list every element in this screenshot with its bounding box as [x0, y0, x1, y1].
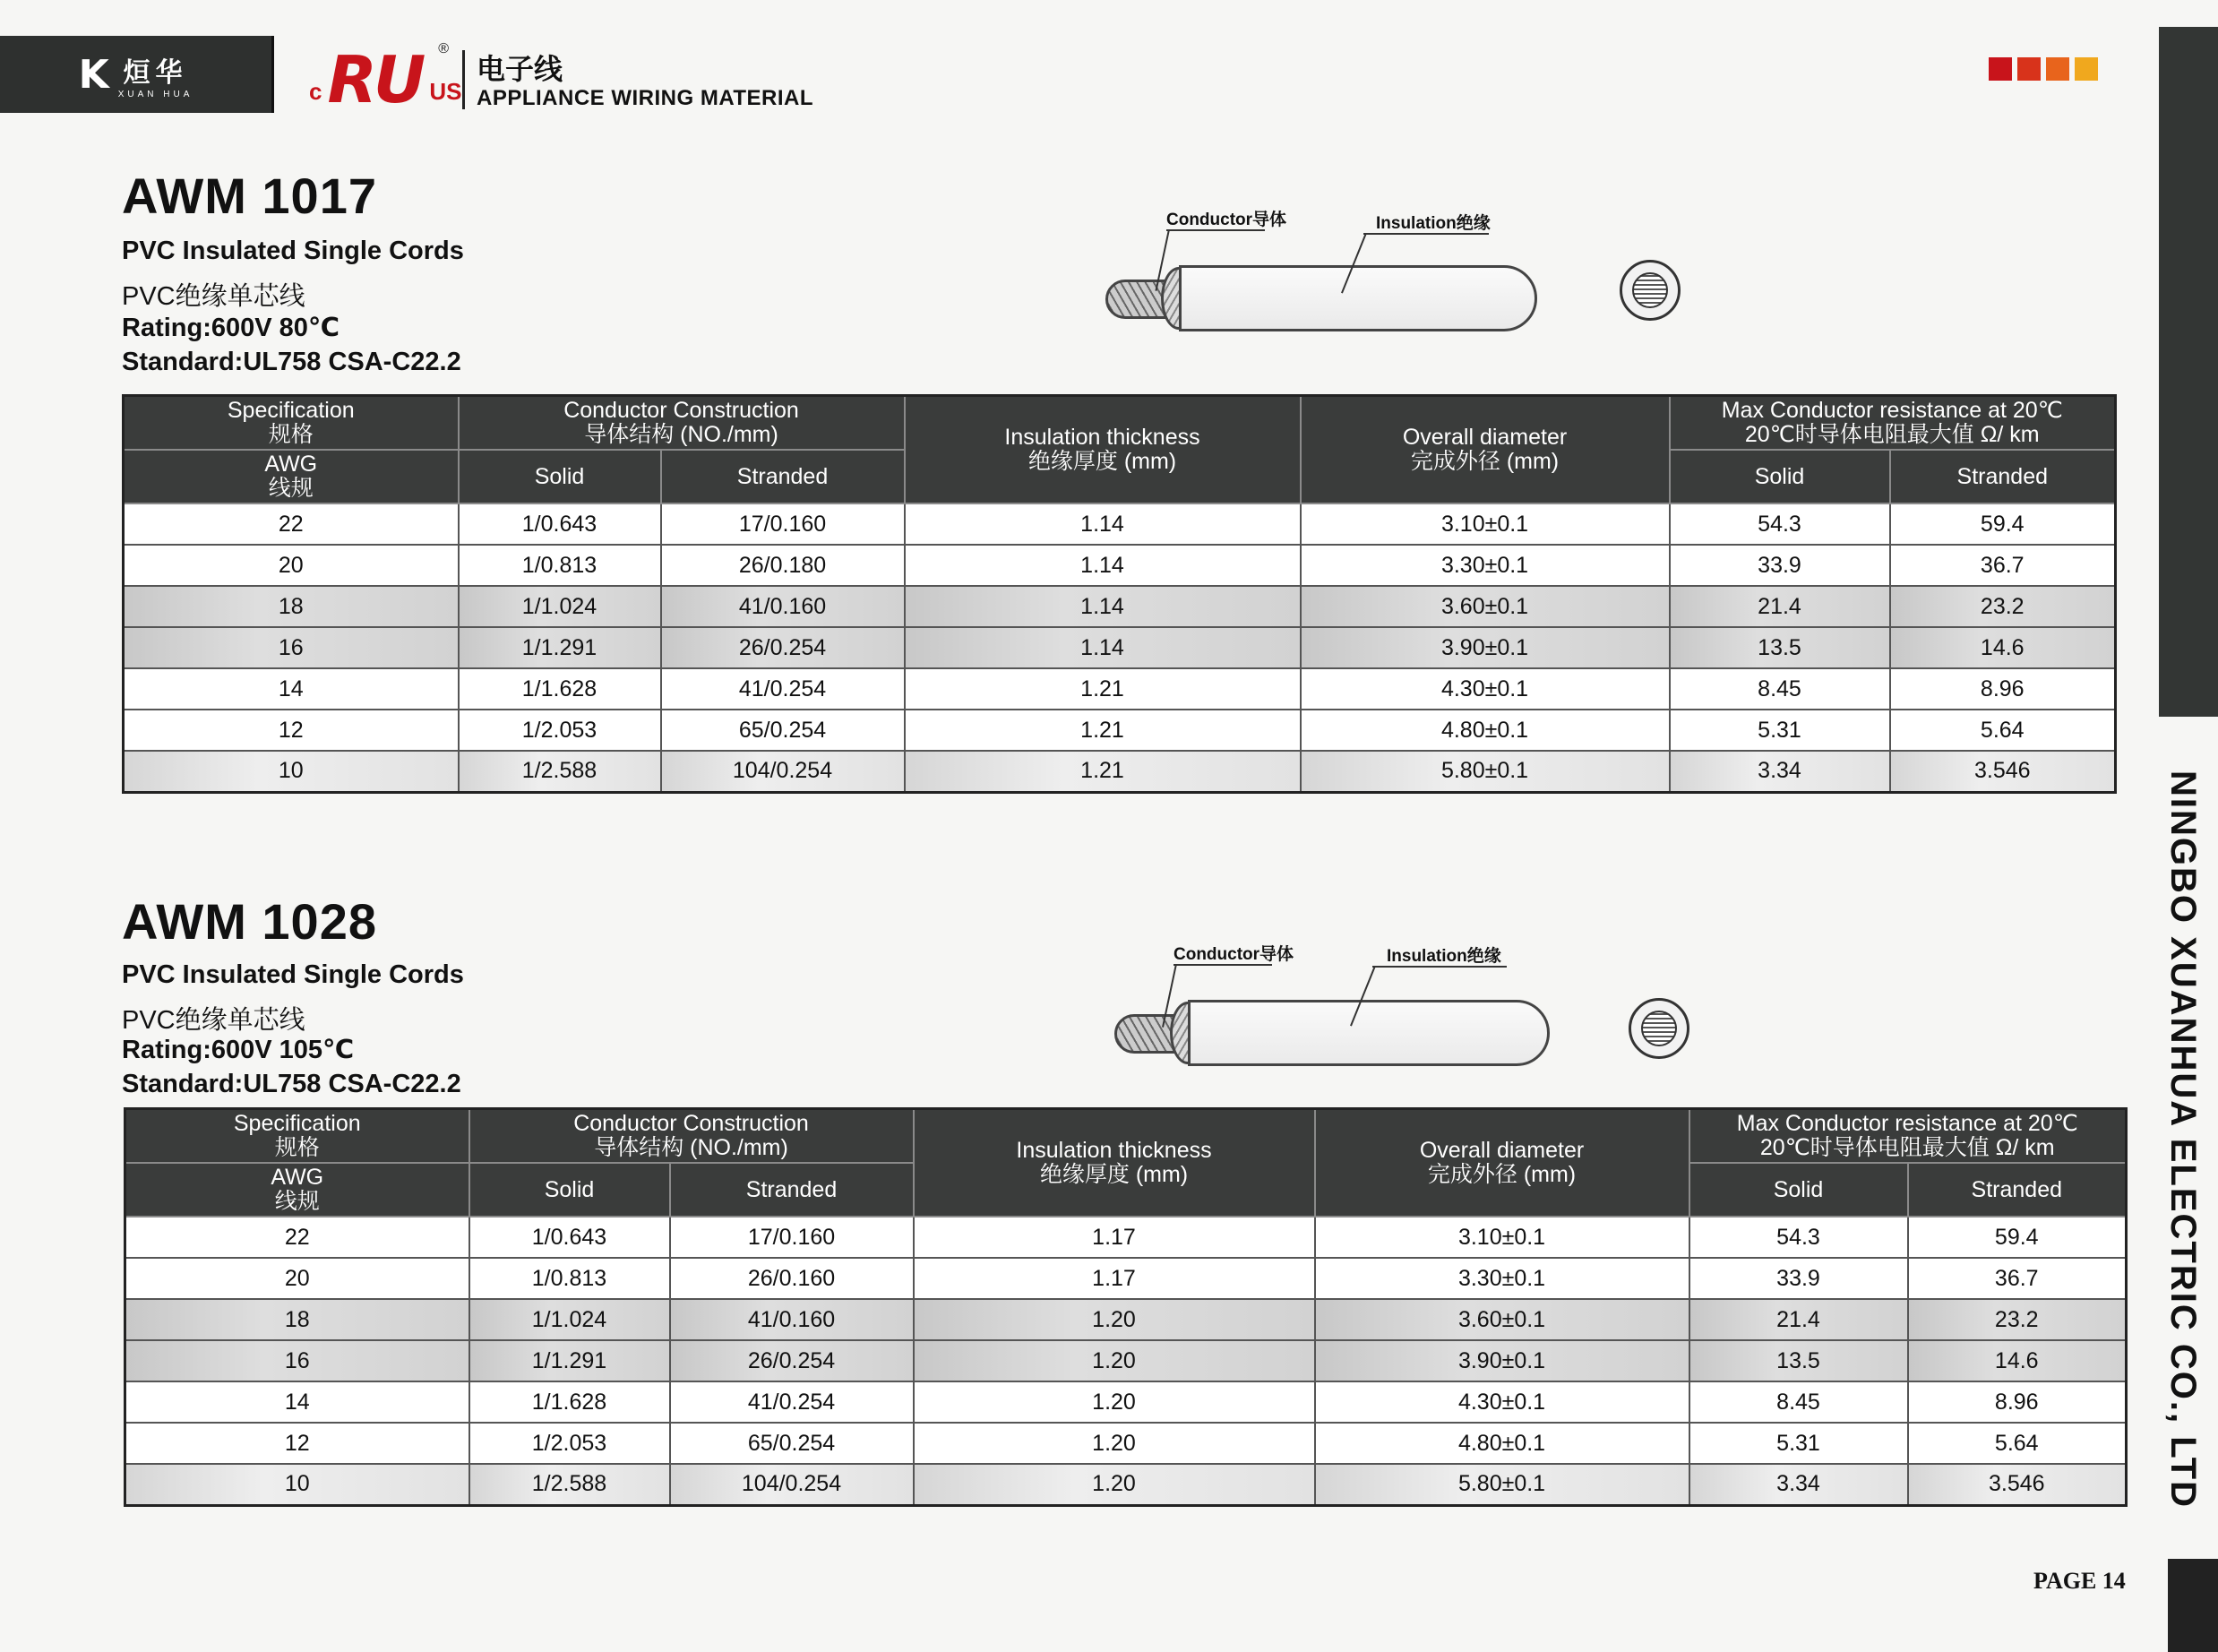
cell-insulation: 1.14: [905, 545, 1301, 586]
cell-insulation: 1.21: [905, 751, 1301, 792]
insulation-body: [1188, 1000, 1550, 1066]
header-conductor-solid: Solid: [459, 450, 661, 503]
color-swatch: [2046, 57, 2069, 81]
cell-resistance-solid: 3.34: [1689, 1464, 1908, 1505]
cell-conductor-solid: 1/1.291: [469, 1340, 670, 1381]
cell-conductor-stranded: 26/0.160: [670, 1258, 914, 1299]
cell-resistance-solid: 21.4: [1689, 1299, 1908, 1340]
table-row: [124, 586, 2116, 627]
ul-c-letter: c: [309, 78, 322, 105]
cell-awg: 14: [125, 1381, 469, 1423]
cell-resistance-solid: 33.9: [1670, 545, 1890, 586]
insulation-label: Insulation绝缘: [1376, 214, 1491, 233]
header-max-resistance: Max Conductor resistance at 20℃ 20℃时导体电阻最大值 Ω/ km: [1670, 396, 2116, 451]
cell-awg: 12: [124, 710, 459, 751]
ul-us-letters: US: [429, 78, 462, 105]
cell-conductor-stranded: 65/0.254: [670, 1423, 914, 1464]
cell-conductor-solid: 1/1.628: [469, 1381, 670, 1423]
cell-resistance-stranded: 3.546: [1890, 751, 2116, 792]
cell-resistance-solid: 5.31: [1670, 710, 1890, 751]
spec-table-awm1017: [122, 394, 2117, 794]
cell-conductor-stranded: 17/0.160: [661, 503, 905, 545]
cell-awg: 20: [125, 1258, 469, 1299]
cell-resistance-stranded: 23.2: [1908, 1299, 2127, 1340]
cell-conductor-solid: 1/2.053: [459, 710, 661, 751]
cell-resistance-stranded: 59.4: [1890, 503, 2116, 545]
conductor-label: Conductor导体: [1173, 945, 1294, 964]
cable-diagram: [1111, 934, 1577, 1068]
cell-conductor-stranded: 41/0.254: [661, 668, 905, 710]
cell-resistance-solid: 54.3: [1670, 503, 1890, 545]
cell-insulation: 1.20: [914, 1423, 1315, 1464]
header-divider: [462, 50, 465, 109]
table-row: [125, 1340, 2127, 1381]
section-subtitle-chinese: PVC绝缘单芯线: [122, 282, 305, 311]
cross-section-icon: [1620, 260, 1681, 321]
section-standard: Standard:UL758 CSA-C22.2: [122, 348, 461, 376]
cable-diagram: [1102, 202, 1568, 337]
cell-conductor-stranded: 26/0.254: [661, 627, 905, 668]
cell-awg: 18: [125, 1299, 469, 1340]
cell-conductor-solid: 1/0.813: [469, 1258, 670, 1299]
cell-diameter: 5.80±0.1: [1315, 1464, 1689, 1505]
cell-conductor-stranded: 41/0.160: [661, 586, 905, 627]
section-rating: Rating:600V 80℃: [122, 314, 340, 342]
header-awg: AWG 线规: [125, 1163, 469, 1217]
cell-insulation: 1.20: [914, 1340, 1315, 1381]
cell-resistance-stranded: 36.7: [1908, 1258, 2127, 1299]
header-specification: Specification 规格: [125, 1109, 469, 1164]
header-awg: AWG 线规: [124, 450, 459, 503]
logo-k-icon: K: [78, 51, 109, 98]
cell-diameter: 4.80±0.1: [1315, 1423, 1689, 1464]
cell-awg: 10: [124, 751, 459, 792]
cell-conductor-solid: 1/0.643: [469, 1217, 670, 1258]
cell-resistance-solid: 3.34: [1670, 751, 1890, 792]
insulation-label-underline: [1363, 233, 1489, 235]
cross-section-conductor: [1632, 272, 1668, 308]
table-body: [124, 503, 2116, 792]
conductor-label-underline: [1173, 964, 1272, 966]
cell-insulation: 1.20: [914, 1381, 1315, 1423]
cell-resistance-stranded: 5.64: [1890, 710, 2116, 751]
header-conductor-stranded: Stranded: [661, 450, 905, 503]
cell-insulation: 1.17: [914, 1217, 1315, 1258]
cell-resistance-solid: 54.3: [1689, 1217, 1908, 1258]
cell-conductor-solid: 1/2.588: [469, 1464, 670, 1505]
cell-conductor-solid: 1/0.643: [459, 503, 661, 545]
header-title-chinese: 电子线: [477, 53, 563, 85]
cell-conductor-stranded: 41/0.254: [670, 1381, 914, 1423]
table-row: [125, 1381, 2127, 1423]
section-subtitle: PVC Insulated Single Cords: [122, 960, 464, 989]
side-strip-bottom: [2168, 1559, 2218, 1652]
color-swatch: [2075, 57, 2098, 81]
section-title: AWM 1017: [122, 168, 377, 224]
cell-awg: 18: [124, 586, 459, 627]
company-name-vertical: NINGBO XUANHUA ELECTRIC CO., LTD: [2163, 770, 2203, 1509]
header-overall-diameter: Overall diameter 完成外径 (mm): [1301, 396, 1670, 504]
table-row: [124, 545, 2116, 586]
header-insulation-thickness: Insulation thickness 绝缘厚度 (mm): [914, 1109, 1315, 1217]
cell-diameter: 3.10±0.1: [1315, 1217, 1689, 1258]
cell-awg: 16: [124, 627, 459, 668]
cell-diameter: 3.60±0.1: [1315, 1299, 1689, 1340]
table-row: [124, 751, 2116, 792]
cell-conductor-solid: 1/1.024: [459, 586, 661, 627]
cell-conductor-solid: 1/1.628: [459, 668, 661, 710]
conductor-label-underline: [1166, 229, 1265, 231]
color-swatch: [2017, 57, 2041, 81]
conductor-label: Conductor导体: [1166, 211, 1287, 229]
section-rating: Rating:600V 105℃: [122, 1036, 355, 1064]
cell-awg: 20: [124, 545, 459, 586]
header-resistance-solid: Solid: [1689, 1163, 1908, 1217]
cell-insulation: 1.21: [905, 668, 1301, 710]
registered-mark: ®: [438, 41, 449, 56]
table-body: [125, 1217, 2127, 1505]
cell-resistance-stranded: 14.6: [1890, 627, 2116, 668]
insulation-body: [1179, 265, 1537, 331]
cell-conductor-stranded: 65/0.254: [661, 710, 905, 751]
cell-diameter: 4.80±0.1: [1301, 710, 1670, 751]
cell-diameter: 5.80±0.1: [1301, 751, 1670, 792]
cell-resistance-stranded: 8.96: [1890, 668, 2116, 710]
cell-resistance-stranded: 5.64: [1908, 1423, 2127, 1464]
cell-diameter: 3.30±0.1: [1301, 545, 1670, 586]
section-subtitle-chinese: PVC绝缘单芯线: [122, 1006, 305, 1035]
table-row: [124, 710, 2116, 751]
header-conductor-construction: Conductor Construction 导体结构 (NO./mm): [459, 396, 905, 451]
table-row: [125, 1299, 2127, 1340]
cell-resistance-solid: 5.31: [1689, 1423, 1908, 1464]
cell-conductor-stranded: 41/0.160: [670, 1299, 914, 1340]
insulation-label-underline: [1372, 966, 1507, 968]
cell-resistance-stranded: 36.7: [1890, 545, 2116, 586]
cell-awg: 12: [125, 1423, 469, 1464]
cell-conductor-stranded: 17/0.160: [670, 1217, 914, 1258]
cell-awg: 10: [125, 1464, 469, 1505]
cell-conductor-solid: 1/0.813: [459, 545, 661, 586]
cell-diameter: 3.90±0.1: [1301, 627, 1670, 668]
company-logo: [0, 36, 274, 113]
header-conductor-stranded: Stranded: [670, 1163, 914, 1217]
cell-diameter: 3.60±0.1: [1301, 586, 1670, 627]
table-row: [125, 1423, 2127, 1464]
cell-conductor-solid: 1/1.291: [459, 627, 661, 668]
cell-resistance-stranded: 3.546: [1908, 1464, 2127, 1505]
cell-diameter: 4.30±0.1: [1301, 668, 1670, 710]
header-title-english: APPLIANCE WIRING MATERIAL: [477, 86, 814, 110]
header-conductor-construction: Conductor Construction 导体结构 (NO./mm): [469, 1109, 914, 1164]
cell-resistance-solid: 13.5: [1689, 1340, 1908, 1381]
logo-chinese: 烜华: [123, 57, 188, 88]
cell-conductor-stranded: 104/0.254: [670, 1464, 914, 1505]
cell-diameter: 3.30±0.1: [1315, 1258, 1689, 1299]
cell-insulation: 1.21: [905, 710, 1301, 751]
table-row: [125, 1464, 2127, 1505]
cell-resistance-solid: 8.45: [1689, 1381, 1908, 1423]
logo-english: XUAN HUA: [117, 89, 193, 99]
cell-awg: 14: [124, 668, 459, 710]
cell-insulation: 1.20: [914, 1464, 1315, 1505]
cell-resistance-solid: 21.4: [1670, 586, 1890, 627]
header-insulation-thickness: Insulation thickness 绝缘厚度 (mm): [905, 396, 1301, 504]
header-resistance-stranded: Stranded: [1908, 1163, 2127, 1217]
cell-resistance-stranded: 23.2: [1890, 586, 2116, 627]
insulation-label: Insulation绝缘: [1387, 947, 1501, 966]
section-standard: Standard:UL758 CSA-C22.2: [122, 1070, 461, 1098]
cell-awg: 22: [124, 503, 459, 545]
cell-insulation: 1.14: [905, 627, 1301, 668]
cell-insulation: 1.14: [905, 503, 1301, 545]
section-subtitle: PVC Insulated Single Cords: [122, 237, 464, 265]
cell-resistance-solid: 8.45: [1670, 668, 1890, 710]
cell-insulation: 1.17: [914, 1258, 1315, 1299]
cell-resistance-solid: 13.5: [1670, 627, 1890, 668]
cell-conductor-stranded: 26/0.254: [670, 1340, 914, 1381]
table-row: [125, 1258, 2127, 1299]
header-max-resistance: Max Conductor resistance at 20℃ 20℃时导体电阻最大值 Ω/ km: [1689, 1109, 2127, 1164]
cell-conductor-stranded: 104/0.254: [661, 751, 905, 792]
cell-awg: 22: [125, 1217, 469, 1258]
cross-section-conductor: [1641, 1011, 1677, 1046]
cell-conductor-solid: 1/1.024: [469, 1299, 670, 1340]
table-row: [125, 1217, 2127, 1258]
table-row: [124, 668, 2116, 710]
section-title: AWM 1028: [122, 893, 377, 950]
spec-table-awm1028: [124, 1107, 2128, 1507]
cell-resistance-solid: 33.9: [1689, 1258, 1908, 1299]
table-row: [124, 627, 2116, 668]
page-number: PAGE 14: [2033, 1568, 2126, 1594]
header-resistance-solid: Solid: [1670, 450, 1890, 503]
cell-conductor-solid: 1/2.588: [459, 751, 661, 792]
header-specification: Specification 规格: [124, 396, 459, 451]
cell-diameter: 3.90±0.1: [1315, 1340, 1689, 1381]
cell-diameter: 4.30±0.1: [1315, 1381, 1689, 1423]
table-row: [124, 503, 2116, 545]
header-conductor-solid: Solid: [469, 1163, 670, 1217]
cell-insulation: 1.20: [914, 1299, 1315, 1340]
cell-conductor-stranded: 26/0.180: [661, 545, 905, 586]
cell-conductor-solid: 1/2.053: [469, 1423, 670, 1464]
cell-diameter: 3.10±0.1: [1301, 503, 1670, 545]
logo-text: [118, 50, 193, 99]
ul-certification-mark: [309, 41, 462, 117]
color-swatches: [1989, 57, 2098, 81]
ul-logo-icon: RU: [327, 42, 423, 117]
cell-resistance-stranded: 14.6: [1908, 1340, 2127, 1381]
color-swatch: [1989, 57, 2012, 81]
header-resistance-stranded: Stranded: [1890, 450, 2116, 503]
cell-resistance-stranded: 59.4: [1908, 1217, 2127, 1258]
side-strip-top: [2159, 27, 2218, 717]
cell-insulation: 1.14: [905, 586, 1301, 627]
cross-section-icon: [1629, 998, 1689, 1059]
cell-resistance-stranded: 8.96: [1908, 1381, 2127, 1423]
header-overall-diameter: Overall diameter 完成外径 (mm): [1315, 1109, 1689, 1217]
cell-awg: 16: [125, 1340, 469, 1381]
